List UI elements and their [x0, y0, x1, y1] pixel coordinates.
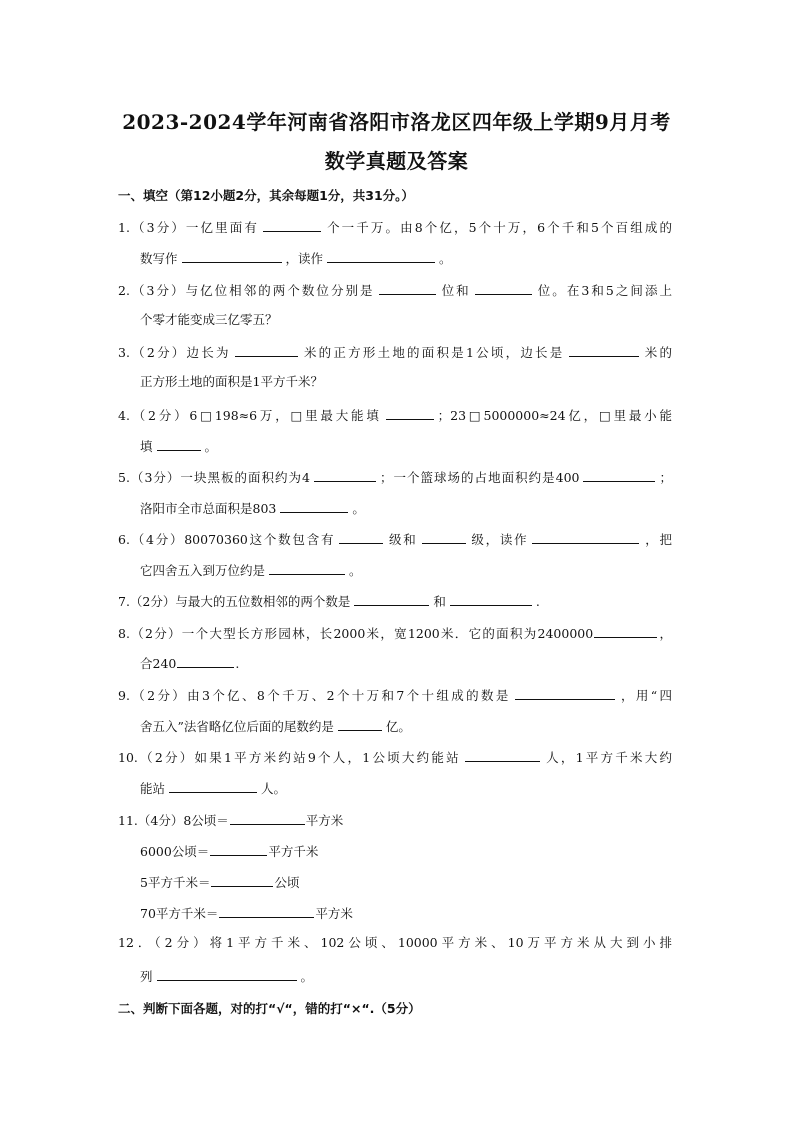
question-text: 级，读作 — [469, 532, 529, 547]
question-line — [118, 591, 540, 609]
question-line — [118, 810, 343, 828]
question-line — [118, 747, 672, 765]
question-text: ，用“四 — [618, 688, 673, 703]
answer-blank[interactable] — [169, 778, 257, 793]
question-line — [140, 903, 353, 921]
question-line — [140, 841, 318, 859]
answer-blank[interactable] — [157, 436, 201, 451]
answer-blank[interactable] — [339, 529, 383, 544]
question-text: 。 — [300, 969, 314, 984]
question-line — [118, 405, 672, 423]
question-text: ，把 — [643, 532, 672, 547]
question-text: . — [535, 594, 540, 609]
question-text: 5.（3分）一块黑板的面积约为4 — [118, 470, 310, 485]
question-text: 米的正方形土地的面积是1公顷，边长是 — [301, 345, 565, 360]
question-text: 它四舍五入到万位约是 — [140, 563, 266, 578]
question-text: 2.（3分）与亿位相邻的两个数位分别是 — [118, 283, 375, 298]
question-text: 。 — [349, 563, 362, 578]
answer-blank[interactable] — [515, 685, 615, 700]
question-line — [140, 311, 278, 329]
answer-blank[interactable] — [211, 872, 273, 887]
question-text: ； — [659, 470, 672, 485]
question-text: 人，1平方千米大约 — [543, 750, 672, 765]
question-line — [140, 436, 217, 454]
answer-blank[interactable] — [177, 653, 234, 668]
question-text: 10.（2分）如果1平方米约站9个人，1公顷大约能站 — [118, 750, 461, 765]
question-text: 正方形土地的面积是1平方千米？ — [140, 374, 323, 389]
question-line — [118, 280, 672, 298]
answer-blank[interactable] — [465, 747, 540, 762]
answer-blank[interactable] — [354, 591, 429, 606]
question-text: 8.（2分）一个大型长方形园林，长2000米，宽1200米．它的面积为2400000 — [118, 626, 594, 641]
question-text: ；23□5000000≈24亿，□里最小能 — [437, 408, 672, 423]
answer-blank[interactable] — [594, 623, 657, 638]
question-text: 。 — [439, 251, 452, 266]
question-line — [140, 498, 365, 516]
question-line — [140, 373, 323, 391]
question-line — [118, 623, 672, 641]
question-text: 平方米 — [315, 906, 353, 921]
question-text: 9.（2分）由3个亿、8个千万、2个十万和7个十组成的数是 — [118, 688, 511, 703]
question-text: 平方千米 — [268, 844, 319, 859]
question-text: 米的 — [642, 345, 672, 360]
question-text: 。 — [204, 439, 218, 454]
document-title-line-2: 数学真题及答案 — [324, 149, 469, 173]
answer-blank[interactable] — [230, 810, 305, 825]
question-line — [118, 342, 672, 360]
answer-blank[interactable] — [182, 248, 282, 263]
question-text: 亿。 — [385, 719, 411, 734]
question-line — [118, 934, 672, 952]
question-line — [140, 778, 286, 796]
question-text: ，读作 — [285, 251, 324, 266]
answer-blank[interactable] — [269, 560, 345, 575]
question-line — [140, 716, 411, 734]
question-text: 位和 — [439, 283, 471, 298]
question-line — [140, 872, 299, 890]
question-text: 人。 — [261, 781, 287, 796]
question-text: 列 — [140, 969, 153, 984]
question-text: 平方米 — [305, 813, 344, 828]
answer-blank[interactable] — [532, 529, 639, 544]
answer-blank[interactable] — [263, 217, 321, 232]
question-text: 7.（2分）与最大的五位数相邻的两个数是 — [118, 594, 351, 609]
answer-blank[interactable] — [235, 342, 298, 357]
section-1-heading: 一、填空（第12小题2分，其余每题1分，共31分。） — [118, 188, 414, 203]
answer-blank[interactable] — [219, 903, 314, 918]
answer-blank[interactable] — [338, 716, 382, 731]
question-text: 个零才能变成三亿零五？ — [140, 312, 278, 327]
question-text: . — [235, 656, 240, 671]
question-text: 填 — [140, 439, 153, 454]
document-title-line-1: 2023-2024学年河南省洛阳市洛龙区四年级上学期9月月考 — [122, 110, 671, 134]
answer-blank[interactable] — [280, 498, 348, 513]
answer-blank[interactable] — [210, 841, 267, 856]
answer-blank[interactable] — [314, 467, 376, 482]
answer-blank[interactable] — [450, 591, 532, 606]
answer-blank[interactable] — [422, 529, 466, 544]
section-2-heading: 二、判断下面各题，对的打“√“，错的打“×“.（5分） — [118, 1001, 421, 1016]
answer-blank[interactable] — [386, 405, 434, 420]
question-line — [140, 966, 313, 984]
question-text: 和 — [433, 594, 446, 609]
question-text: 位。在3和5之间添上 — [535, 283, 672, 298]
answer-blank[interactable] — [583, 467, 655, 482]
question-text: 洛阳市全市总面积是803 — [140, 501, 277, 516]
question-text: 6.（4分）80070360这个数包含有 — [118, 532, 336, 547]
question-text: 4.（2分）6□198≈6万，□里最大能填 — [118, 408, 382, 423]
answer-blank[interactable] — [327, 248, 435, 263]
question-line — [140, 248, 452, 266]
question-text: 12．（2分）将1平方千米、102公顷、10000平方米、10万平方米从大到小排 — [118, 935, 672, 950]
question-text: 个一千万。由8个亿，5个十万，6个千和5个百组成的 — [324, 220, 672, 235]
question-text: 11.（4分）8公顷＝ — [118, 813, 229, 828]
answer-blank[interactable] — [379, 280, 436, 295]
question-text: 数写作 — [140, 251, 178, 266]
question-text: 6000公顷＝ — [140, 844, 210, 859]
question-text: 5平方千米＝ — [140, 875, 211, 890]
question-text: 能站 — [140, 781, 166, 796]
question-text: 公顷 — [274, 875, 300, 890]
question-line — [140, 560, 362, 578]
question-line — [118, 467, 672, 485]
question-line — [118, 685, 672, 703]
question-text: 3.（2分）边长为 — [118, 345, 231, 360]
question-text: ；一个篮球场的占地面积约是400 — [379, 470, 580, 485]
question-text: 1.（3分）一亿里面有 — [118, 220, 259, 235]
question-text: 。 — [352, 501, 365, 516]
question-text: 70平方千米＝ — [140, 906, 219, 921]
question-text: 合240 — [140, 656, 177, 671]
question-text: 级和 — [387, 532, 418, 547]
question-line — [118, 217, 672, 235]
answer-blank[interactable] — [475, 280, 532, 295]
answer-blank[interactable] — [157, 966, 297, 981]
answer-blank[interactable] — [569, 342, 639, 357]
question-line — [140, 653, 239, 671]
question-line — [118, 529, 672, 547]
question-text: 舍五入”法省略亿位后面的尾数约是 — [140, 719, 334, 734]
question-text: ， — [658, 626, 672, 641]
